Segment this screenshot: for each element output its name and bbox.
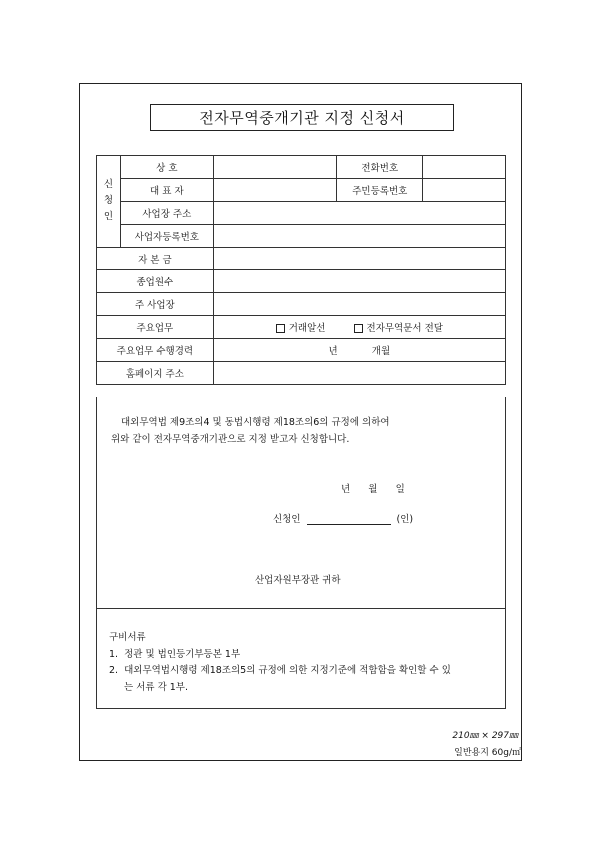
business-reg-no-field[interactable] — [213, 224, 505, 247]
experience-month-label: 개월 — [371, 346, 391, 358]
phone-field[interactable] — [423, 156, 506, 179]
capital-label: 자 본 금 — [97, 247, 214, 270]
capital-field[interactable] — [213, 247, 505, 270]
declaration-section — [96, 397, 506, 609]
checkbox-icon — [276, 324, 285, 333]
experience-label: 주요업무 수행경력 — [97, 339, 214, 362]
declaration-line-1: 대외무역법 제9조의4 및 동법시행령 제18조의6의 규정에 의하여 — [121, 417, 390, 428]
main-business-options — [213, 316, 505, 339]
trade-name-label: 상 호 — [120, 156, 213, 179]
seal-label: (인) — [396, 514, 414, 525]
addressee: 산업자원부장관 귀하 — [255, 575, 341, 586]
required-doc-item-1: 1. 정관 및 법인등기부등본 1부 — [109, 649, 241, 660]
employees-field[interactable] — [213, 270, 505, 293]
representative-label: 대 표 자 — [120, 178, 213, 201]
required-docs-heading: 구비서류 — [109, 632, 146, 643]
experience-year-label: 년 — [328, 346, 338, 358]
application-table — [96, 155, 506, 385]
experience-field[interactable] — [213, 339, 505, 362]
form-title: 전자무역중개기관 지정 신청서 — [150, 104, 454, 131]
date-line: 년 월 일 — [341, 484, 405, 495]
required-documents-section — [96, 608, 506, 709]
applicant-signature-line — [273, 511, 413, 525]
checkbox-icon — [354, 324, 363, 333]
declaration-line-2: 위와 같이 전자무역중개기관으로 지정 받고자 신청합니다. — [111, 434, 350, 445]
homepage-field[interactable] — [213, 362, 505, 385]
applicant-label: 신청인 — [273, 514, 301, 525]
business-address-field[interactable] — [213, 201, 505, 224]
main-business-label: 주요업무 — [97, 316, 214, 339]
resident-id-field[interactable] — [423, 178, 506, 201]
resident-id-label: 주민등록번호 — [337, 178, 423, 201]
paper-size-note: 210㎜ × 297㎜ — [452, 731, 518, 741]
option-document-transfer-checkbox[interactable]: 전자무역문서 전달 — [354, 323, 443, 334]
representative-field[interactable] — [213, 178, 337, 201]
applicant-group-label: 신 청 인 — [97, 156, 121, 248]
required-doc-item-2-cont: 는 서류 각 1부. — [124, 682, 189, 693]
business-address-label: 사업장 주소 — [120, 201, 213, 224]
main-office-field[interactable] — [213, 293, 505, 316]
business-reg-no-label: 사업자등록번호 — [120, 224, 213, 247]
main-office-label: 주 사업장 — [97, 293, 214, 316]
phone-label: 전화번호 — [337, 156, 423, 179]
option-brokerage-checkbox[interactable]: 거래알선 — [276, 323, 326, 334]
employees-label: 종업원수 — [97, 270, 214, 293]
required-doc-item-2: 2. 대외무역법시행령 제18조의5의 규정에 의한 지정기준에 적합함을 확인할 수 있 — [109, 665, 451, 676]
trade-name-field[interactable] — [213, 156, 337, 179]
paper-type-note: 일반용지 60g/㎡ — [454, 748, 521, 758]
homepage-label: 홈페이지 주소 — [97, 362, 214, 385]
signature-field[interactable] — [307, 514, 391, 525]
